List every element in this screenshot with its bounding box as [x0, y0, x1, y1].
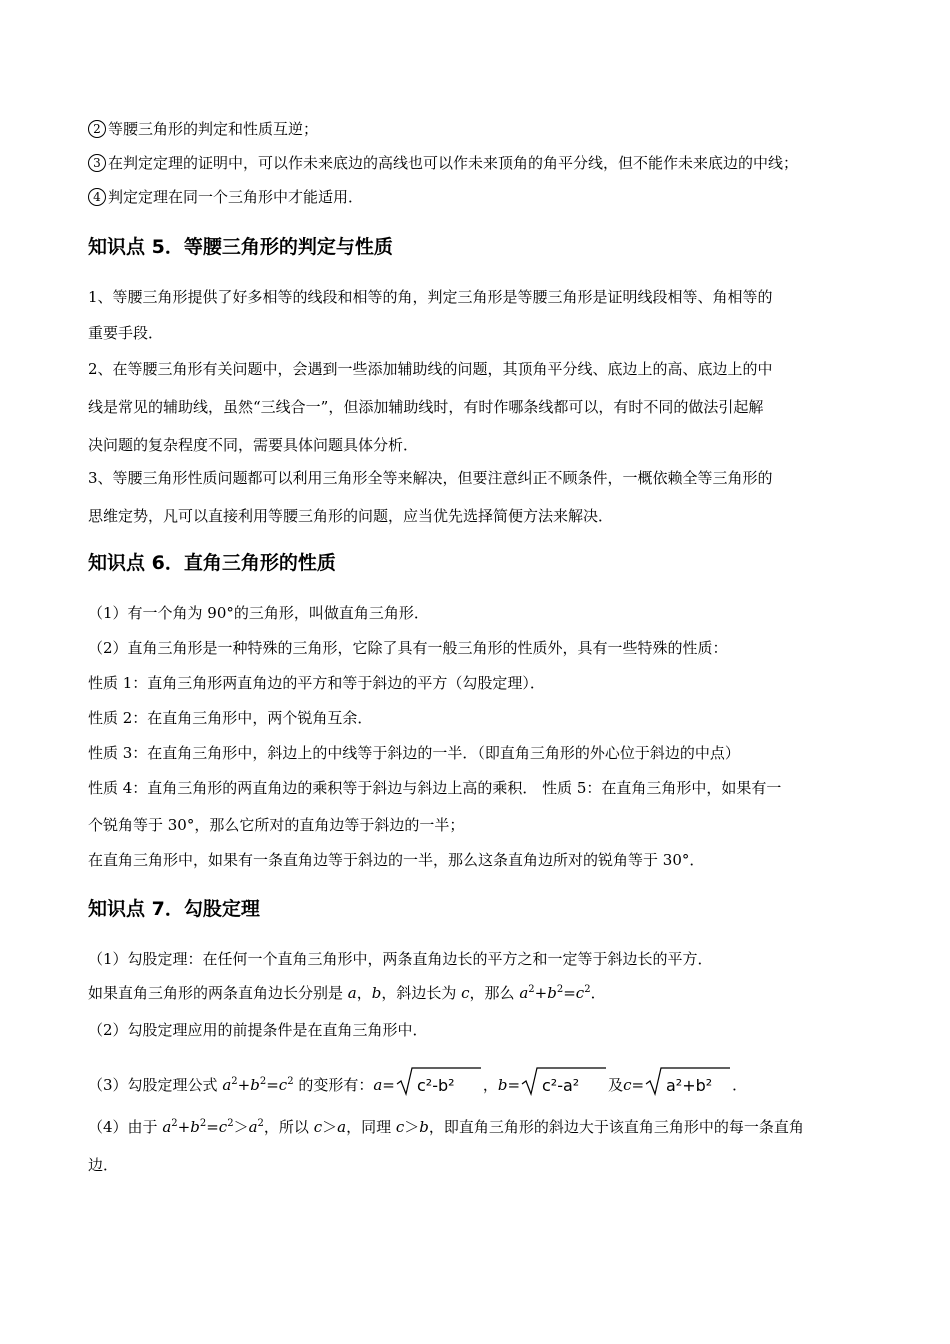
circled-number: 4: [88, 188, 106, 206]
paragraph-line: 性质 1：直角三角形两直角边的平方和等于斜边的平方（勾股定理）．: [88, 674, 545, 692]
section-heading: 知识点 5．等腰三角形的判定与性质: [88, 236, 393, 258]
paragraph-line: 线是常见的辅助线，虽然“三线合一”，但添加辅助线时，有时作哪条线都可以，有时不同的做法引起解: [88, 398, 764, 416]
paragraph-line: 1、等腰三角形提供了好多相等的线段和相等的角，判定三角形是等腰三角形是证明线段相等、角相等的: [88, 288, 773, 306]
svg-text:c²-b²: c²-b²: [416, 1076, 455, 1095]
paragraph-line: 性质 3：在直角三角形中，斜边上的中线等于斜边的一半．（即直角三角形的外心位于斜边的中点）: [88, 744, 740, 762]
sqrt-formula-a: [395, 1066, 483, 1096]
circled-number: 3: [88, 154, 106, 172]
paragraph-line: 性质 4：直角三角形的两直角边的乘积等于斜边与斜边上高的乘积． 性质 5：在直角三角形中，如果有一: [88, 779, 782, 797]
paragraph-line: 边．: [88, 1156, 119, 1174]
paragraph-line: （1）有一个角为 90°的三角形，叫做直角三角形．: [88, 604, 429, 622]
paragraph-line: （2）直角三角形是一种特殊的三角形，它除了具有一般三角形的性质外，具有一些特殊的性质：: [88, 639, 728, 657]
paragraph-line: 在直角三角形中，如果有一条直角边等于斜边的一半，那么这条直角边所对的锐角等于 30°．: [88, 851, 705, 869]
section-heading: 知识点 6．直角三角形的性质: [88, 552, 336, 574]
sqrt-formula-b: [520, 1066, 608, 1096]
list-item-text: 在判定定理的证明中，可以作未来底边的高线也可以作未来顶角的角平分线，但不能作未来底边的中线；: [108, 154, 799, 172]
paragraph-line: 重要手段．: [88, 324, 164, 342]
circled-number: 2: [88, 120, 106, 138]
list-item-text: 等腰三角形的判定和性质互逆；: [108, 120, 319, 138]
list-item: [88, 118, 318, 140]
svg-text:a²+b²: a²+b²: [666, 1076, 713, 1095]
paragraph-line: 思维定势，凡可以直接利用等腰三角形的问题，应当优先选择简便方法来解决．: [88, 507, 614, 525]
sqrt-formula-c: [644, 1066, 732, 1096]
section-heading: 知识点 7．勾股定理: [88, 898, 260, 920]
paragraph-line: 性质 2：在直角三角形中，两个锐角互余．: [88, 709, 373, 727]
paragraph-line: （4）由于 $a^2+b^2=c^2>a^2$，所以 c＞a，同理 c＞b，即直角三角形的斜边大于该直角三角形中的每一条直角: [88, 1118, 804, 1136]
paragraph-line: （2）勾股定理应用的前提条件是在直角三角形中．: [88, 1021, 428, 1039]
paragraph-line: （1）勾股定理：在任何一个直角三角形中，两条直角边长的平方之和一定等于斜边长的平方．: [88, 950, 713, 968]
paragraph-line: 2、在等腰三角形有关问题中，会遇到一些添加辅助线的问题，其顶角平分线、底边上的高、底边上的中: [88, 360, 773, 378]
paragraph-line: 3、等腰三角形性质问题都可以利用三角形全等来解决，但要注意纠正不顾条件，一概依赖全等三角形的: [88, 469, 773, 487]
paragraph-line: 如果直角三角形的两条直角边长分别是 a，b，斜边长为 c，那么 $a^2+b^2=c^2$．: [88, 984, 606, 1002]
list-item-text: 判定定理在同一个三角形中才能适用．: [108, 188, 364, 206]
formula-line: （3）勾股定理公式 $a^2+b^2=c^2$ 的变形有：a= c²-b² ，b= c²-a² 及c= a²+b² ．: [88, 1066, 747, 1096]
list-item: [88, 152, 798, 174]
paragraph-line: 个锐角等于 30°，那么它所对的直角边等于斜边的一半；: [88, 816, 465, 834]
paragraph-line: 决问题的复杂程度不同，需要具体问题具体分析．: [88, 436, 419, 454]
svg-text:c²-a²: c²-a²: [542, 1076, 580, 1095]
list-item: [88, 186, 363, 208]
